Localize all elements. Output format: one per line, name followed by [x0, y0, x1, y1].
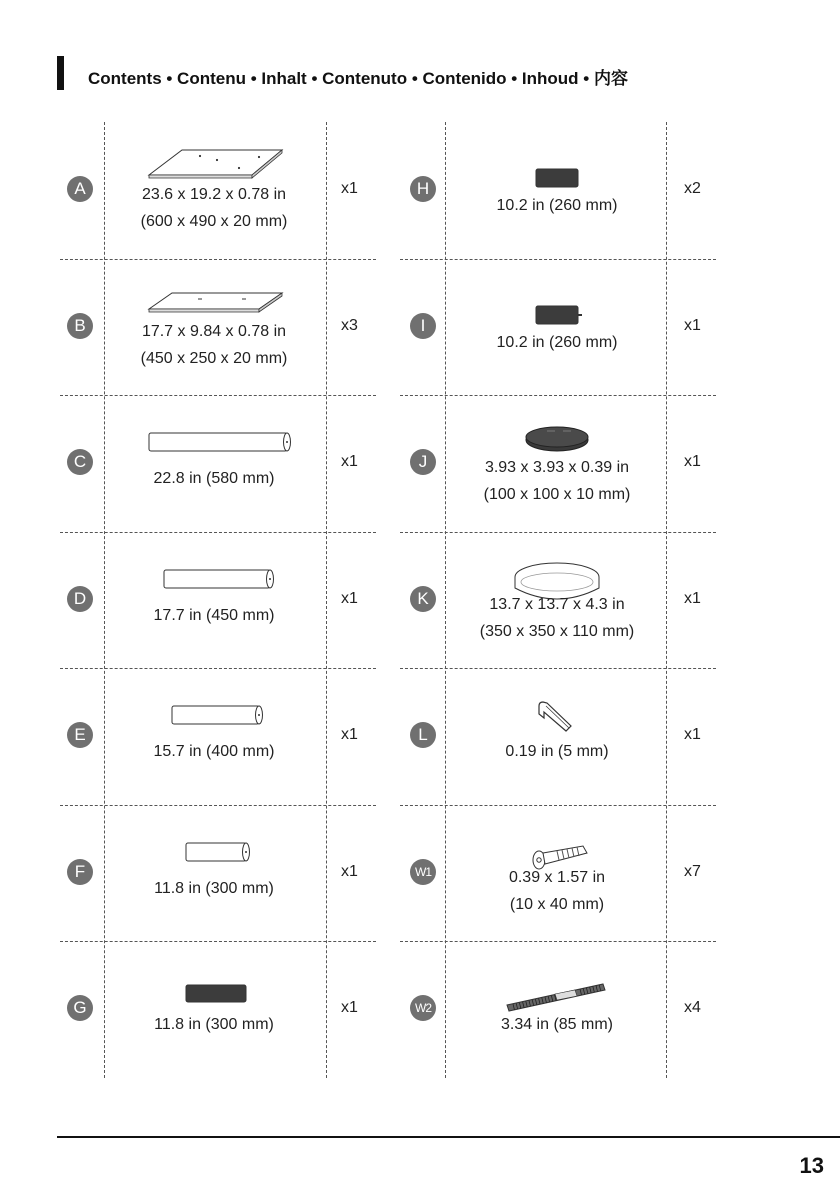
part-dimension: 10.2 in (260 mm)	[496, 334, 618, 351]
part-dimension: 17.7 in (450 mm)	[153, 607, 275, 624]
part-cell	[447, 668, 667, 804]
part-letter-badge: E	[67, 722, 93, 748]
part-quantity: x1	[341, 863, 358, 880]
part-item	[57, 805, 387, 941]
page-number: 13	[799, 1153, 824, 1178]
part-dimension: 11.8 in (300 mm)	[154, 1016, 274, 1033]
part-dimension-metric: (350 x 350 x 110 mm)	[479, 623, 635, 640]
part-cell	[104, 259, 324, 395]
part-cell	[104, 532, 324, 668]
part-item	[57, 941, 387, 1077]
part-letter-badge: K	[410, 586, 436, 612]
part-item	[400, 805, 730, 941]
part-item	[57, 259, 387, 395]
part-dimension: 13.7 x 13.7 x 4.3 in	[489, 596, 625, 613]
part-letter-badge: A	[67, 176, 93, 202]
part-cell	[104, 805, 324, 941]
part-letter-badge: G	[67, 995, 93, 1021]
threaded-rod-icon	[447, 941, 667, 1077]
part-item	[400, 941, 730, 1077]
part-cell	[447, 122, 667, 258]
part-cell	[447, 532, 667, 668]
part-quantity: x3	[341, 317, 358, 334]
part-letter-badge: W1	[410, 859, 436, 885]
part-item	[400, 532, 730, 668]
part-dimension-metric: (100 x 100 x 10 mm)	[483, 486, 631, 503]
dark-short-tube-pin-icon	[447, 259, 667, 395]
part-letter-badge: C	[67, 449, 93, 475]
part-dimension: 22.8 in (580 mm)	[153, 470, 275, 487]
part-item	[400, 668, 730, 804]
part-item	[400, 395, 730, 531]
part-letter-badge: L	[410, 722, 436, 748]
part-cell	[104, 122, 324, 258]
part-item	[400, 259, 730, 395]
part-quantity: x1	[341, 590, 358, 607]
part-quantity: x1	[684, 453, 701, 470]
part-item	[57, 122, 387, 258]
part-dimension-metric: (450 x 250 x 20 mm)	[140, 350, 288, 367]
part-cell	[447, 941, 667, 1077]
part-letter-badge: B	[67, 313, 93, 339]
part-quantity: x1	[341, 999, 358, 1016]
tube-icon	[104, 395, 324, 531]
tube-icon	[104, 805, 324, 941]
part-quantity: x1	[341, 453, 358, 470]
part-dimension-metric: (600 x 490 x 20 mm)	[140, 213, 288, 230]
part-quantity: x7	[684, 863, 701, 880]
dark-tube-icon	[104, 941, 324, 1077]
part-quantity: x4	[684, 999, 701, 1016]
part-letter-badge: H	[410, 176, 436, 202]
header-accent-bar	[57, 56, 64, 90]
part-cell	[447, 395, 667, 531]
part-dimension: 3.93 x 3.93 x 0.39 in	[484, 459, 630, 476]
dark-short-tube-icon	[447, 122, 667, 258]
tube-icon	[104, 532, 324, 668]
part-quantity: x1	[684, 726, 701, 743]
tube-icon	[104, 668, 324, 804]
part-letter-badge: W2	[410, 995, 436, 1021]
part-dimension: 0.39 x 1.57 in	[508, 869, 606, 886]
part-letter-badge: I	[410, 313, 436, 339]
part-dimension: 11.8 in (300 mm)	[154, 880, 274, 897]
part-dimension: 17.7 x 9.84 x 0.78 in	[141, 323, 287, 340]
part-item	[57, 668, 387, 804]
part-dimension: 3.34 in (85 mm)	[500, 1016, 614, 1033]
part-cell	[104, 941, 324, 1077]
footer-divider	[57, 1136, 840, 1138]
part-dimension: 23.6 x 19.2 x 0.78 in	[141, 186, 287, 203]
part-quantity: x2	[684, 180, 701, 197]
part-item	[57, 532, 387, 668]
hex-key-icon	[447, 668, 667, 804]
part-quantity: x1	[341, 180, 358, 197]
page-title: Contents • Contenu • Inhalt • Contenuto • Contenido • Inhoud • 内容	[88, 69, 628, 88]
part-letter-badge: J	[410, 449, 436, 475]
part-dimension: 0.19 in (5 mm)	[505, 743, 609, 760]
part-cell	[104, 668, 324, 804]
part-cell	[104, 395, 324, 531]
part-quantity: x1	[684, 317, 701, 334]
part-letter-badge: F	[67, 859, 93, 885]
part-dimension-metric: (10 x 40 mm)	[509, 896, 605, 913]
part-item	[57, 395, 387, 531]
part-quantity: x1	[341, 726, 358, 743]
part-item	[400, 122, 730, 258]
part-dimension: 10.2 in (260 mm)	[496, 197, 618, 214]
part-letter-badge: D	[67, 586, 93, 612]
part-cell	[447, 805, 667, 941]
part-cell	[447, 259, 667, 395]
part-quantity: x1	[684, 590, 701, 607]
part-dimension: 15.7 in (400 mm)	[153, 743, 275, 760]
